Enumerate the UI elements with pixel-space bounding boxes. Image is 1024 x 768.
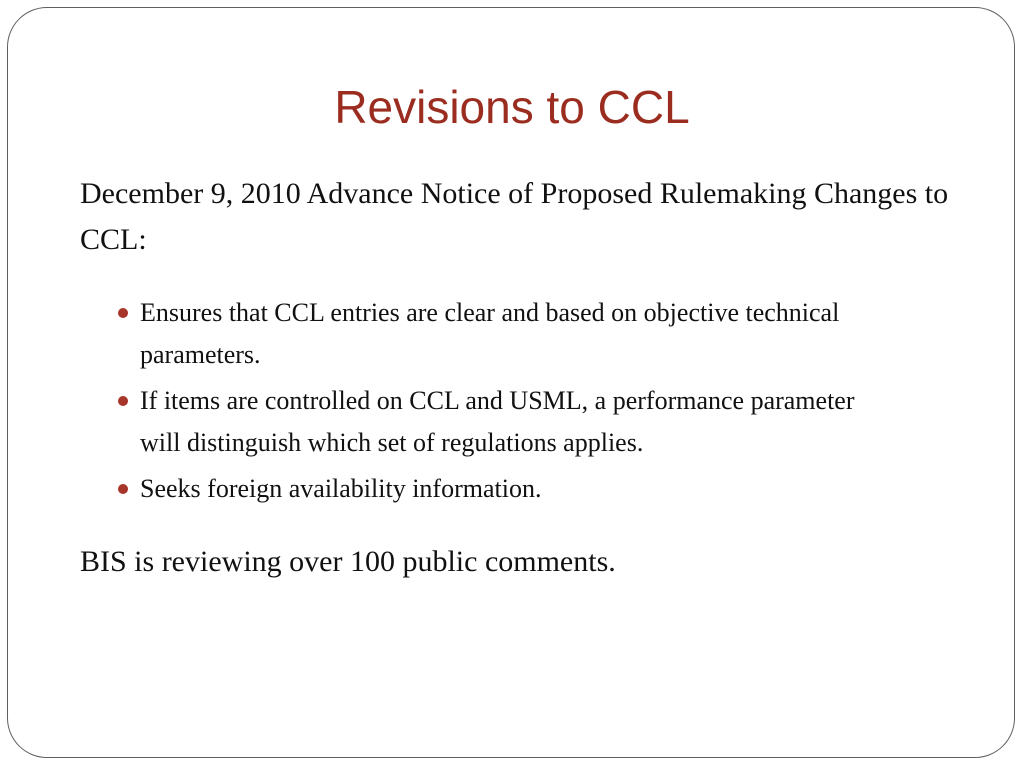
bullet-dot-icon [118,396,128,406]
closing-paragraph: BIS is reviewing over 100 public comments. [80,545,616,578]
bullet-item [80,292,880,376]
bullet-item [80,468,880,510]
intro-paragraph: December 9, 2010 Advance Notice of Proposed Rulemaking Changes to CCL: [80,177,949,256]
bullet-dot-icon [118,308,128,318]
slide-title: Revisions to CCL [334,81,690,133]
bullet-text: If items are controlled on CCL and USML, a performance parameter will distinguish which set of regulations applies. [140,386,855,457]
bullet-text: Seeks foreign availability information. [140,474,542,503]
bullet-item [80,380,880,464]
bullet-dot-icon [118,484,128,494]
bullet-text: Ensures that CCL entries are clear and based on objective technical parameters. [140,298,840,369]
bullet-list [80,292,880,514]
